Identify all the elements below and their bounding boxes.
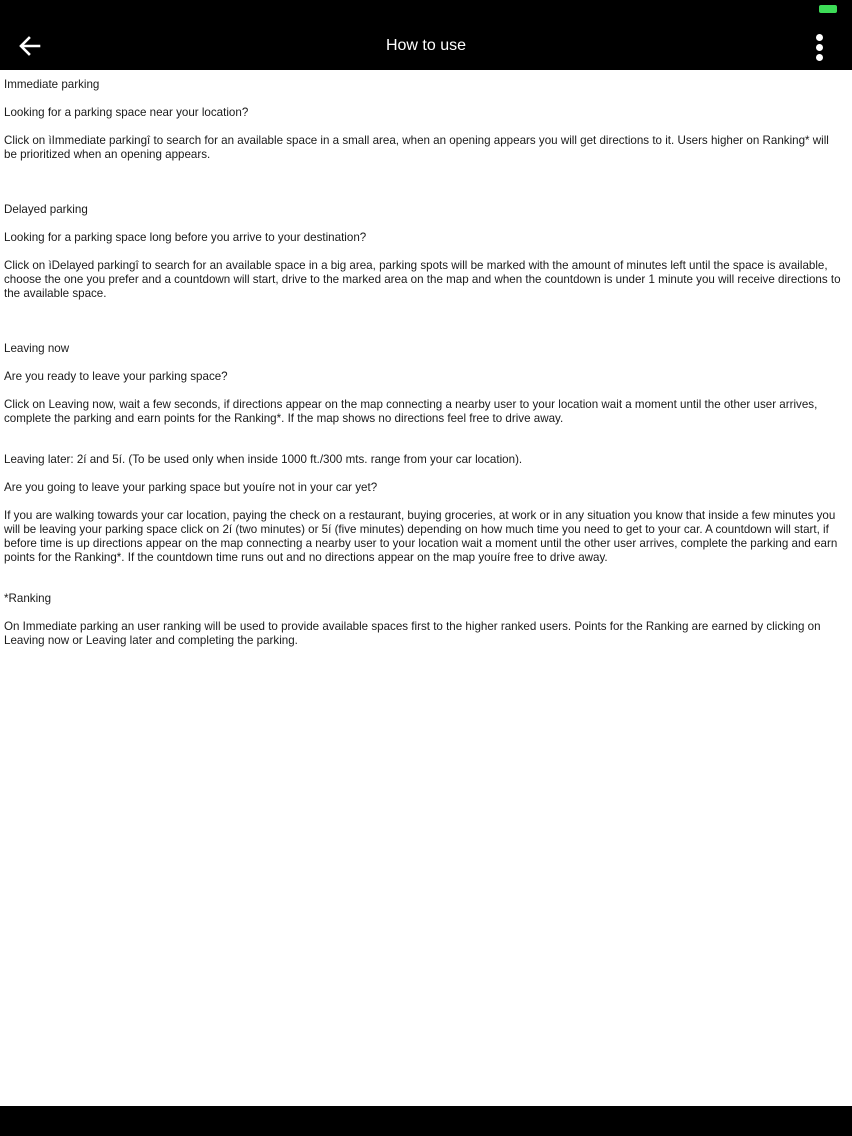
- section-heading: Leaving now: [4, 342, 70, 355]
- section-question: Are you going to leave your parking space but youíre not in your car yet?: [4, 481, 378, 494]
- section-question: Looking for a parking space near your location?: [4, 106, 249, 119]
- section-body: On Immediate parking an user ranking will be used to provide available spaces first to the higher ranked users. Points for the Ranking are earned by clicking on Leaving now or Leaving later and completing the parking.: [4, 620, 821, 647]
- section-heading: Leaving later: 2í and 5í. (To be used only when inside 1000 ft./300 mts. range from your car location).: [4, 453, 523, 466]
- section-body: Click on Leaving now, wait a few seconds, if directions appear on the map connecting a nearby user to your location wait a moment until the other user arrives, complete the parking and earn points for the Ranking*. If the map shows no directions feel free to drive away.: [4, 398, 818, 425]
- section-question: Are you ready to leave your parking space?: [4, 370, 228, 383]
- navigation-bar: [0, 1106, 852, 1136]
- section-body: Click on ìImmediate parkingî to search for an available space in a small area, when an opening appears you will get directions to it. Users higher on Ranking* will be prioritized when an opening appears.: [4, 134, 829, 161]
- section-heading: Delayed parking: [4, 203, 88, 216]
- section-heading: *Ranking: [4, 592, 52, 605]
- section-question: Looking for a parking space long before you arrive to your destination?: [4, 231, 367, 244]
- section-body: Click on ìDelayed parkingî to search for an available space in a big area, parking spots will be marked with the amount of minutes left until the space is available, choose the one you prefer and a countdown will start, drive to the marked area on the map and when the countdown is under 1 minute you will receive directions to the available space.: [4, 259, 841, 300]
- page-title: How to use: [385, 37, 467, 54]
- battery-icon: [819, 5, 837, 13]
- app-bar: [0, 22, 852, 70]
- section-heading: Immediate parking: [4, 78, 100, 91]
- section-body: If you are walking towards your car location, paying the check on a restaurant, buying groceries, at work or in any situation you know that inside a few minutes you will be leaving your parking space click on 2í (two minutes) or 5í (five minutes) depending on how much time you need to get to your car. A countdown will start, if before time is up directions appear on the map connecting a nearby user to your location wait a moment until the other user arrives, complete the parking and earn points for the Ranking*. If the countdown time runs out and no directions appear on the map youíre free to drive away.: [4, 509, 838, 564]
- status-bar: [0, 0, 852, 22]
- overflow-menu-button[interactable]: [808, 32, 832, 62]
